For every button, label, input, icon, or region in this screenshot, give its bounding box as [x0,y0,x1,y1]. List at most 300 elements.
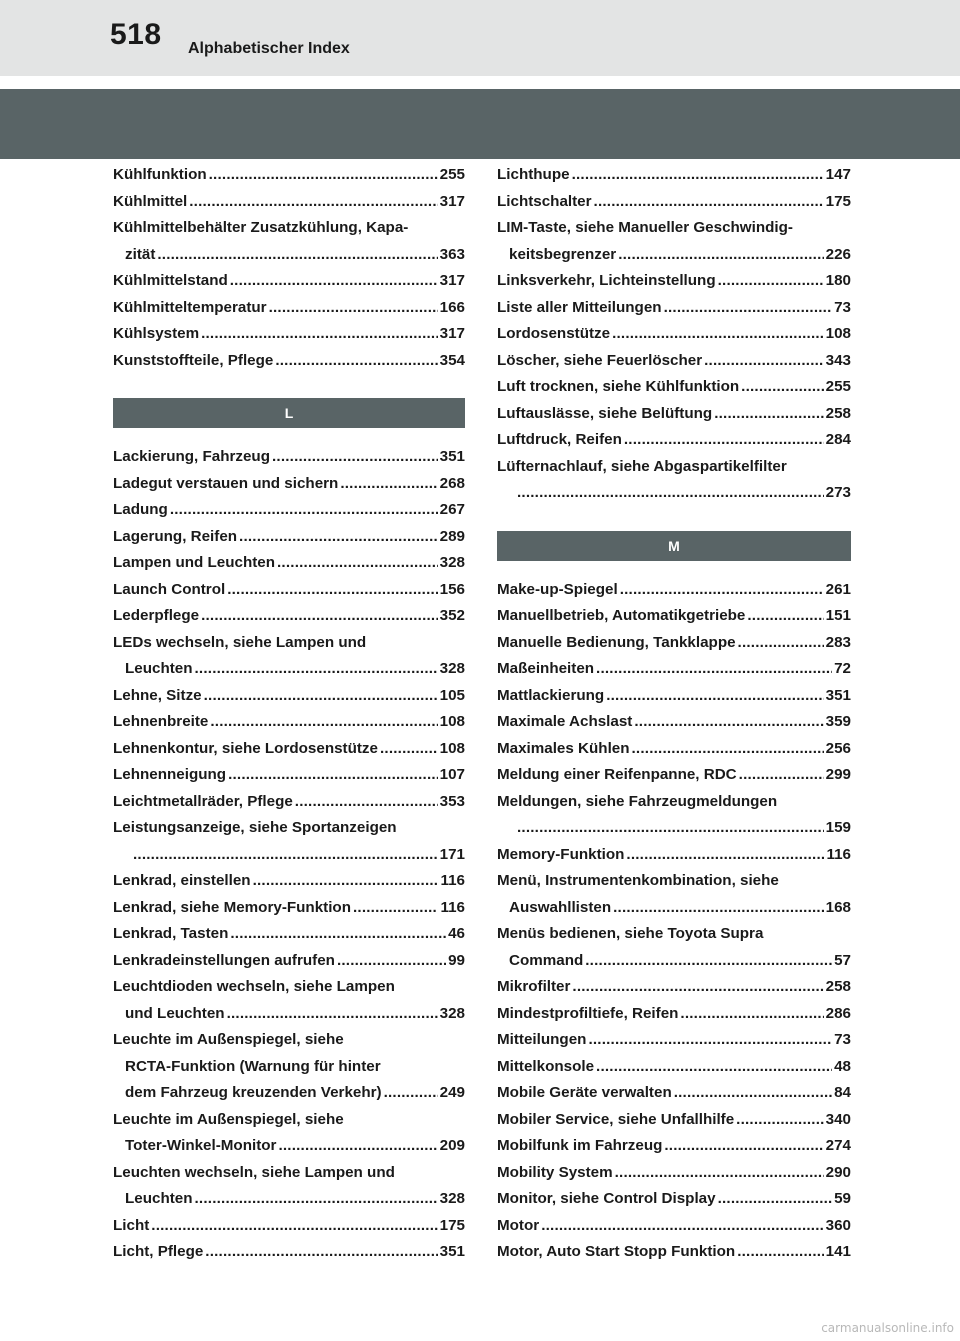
index-entry [113,736,465,763]
index-term: Monitor, siehe Control Display [497,1190,716,1207]
index-entry [497,921,851,974]
leader-dots [272,444,438,471]
index-entry-line [113,1133,465,1160]
index-term: Kühlmittelbehälter Zusatzkühlung, Kapa- [113,219,409,236]
leader-dots [204,683,438,710]
index-entry [113,709,465,736]
index-entry-line [497,427,851,454]
index-entry [497,162,851,189]
index-entry-line [497,1133,851,1160]
leader-dots [230,268,438,295]
index-entry [497,189,851,216]
leader-dots [275,348,437,375]
leader-dots [594,189,824,216]
index-page-ref: 116 [440,898,465,916]
index-entry-line [113,1239,465,1266]
index-term: Mittelkonsole [497,1057,595,1075]
index-page-ref: 299 [825,766,851,783]
page-number: 518 [110,18,162,51]
index-page-ref: 168 [825,898,851,916]
leader-dots [664,295,833,322]
index-term: Motor, Auto Start Stopp Funktion [497,1243,736,1260]
index-entry [497,789,851,842]
index-entry-line [497,842,851,869]
leader-dots [718,268,824,295]
index-term-continuation: Command [509,951,584,969]
index-page-ref: 108 [439,739,465,757]
index-term: Maximale Achslast [497,713,633,730]
index-page-ref: 258 [825,404,851,422]
index-term: Lackierung, Fahrzeug [113,448,270,465]
index-page-ref: 351 [439,1243,465,1260]
leader-dots [704,348,824,375]
index-page-ref: 317 [439,272,465,289]
index-term: Launch Control [113,580,226,598]
index-entry [497,762,851,789]
index-term: Kühlsystem [113,325,200,342]
index-term: Mobilfunk im Fahrzeug [497,1137,663,1154]
index-page-ref: 256 [825,739,851,757]
leader-dots [738,630,824,657]
index-entry [497,577,851,604]
leader-dots [620,577,824,604]
index-entry-line [113,162,465,189]
index-entry-line [497,1054,851,1081]
index-page-ref: 351 [825,686,851,704]
index-page-ref: 289 [439,527,465,545]
index-term: Ladegut verstauen und sichern [113,474,339,492]
index-term: Lenkradeinstellungen aufrufen [113,951,335,969]
index-entry [497,321,851,348]
leader-dots [157,242,437,269]
index-entry [113,444,465,471]
index-page-ref: 99 [448,951,465,969]
index-term: Maßeinheiten [497,660,595,677]
leader-dots [253,868,439,895]
index-term: Lehnenbreite [113,713,209,730]
leader-dots [517,815,824,842]
index-entry [497,1027,851,1054]
index-page-ref: 209 [439,1137,465,1154]
index-entry-line [497,295,851,322]
leader-dots [714,401,823,428]
index-term-continuation: Toter-Winkel-Monitor [125,1137,277,1154]
index-entry-line [497,401,851,428]
index-term: Lampen und Leuchten [113,554,276,571]
leader-dots [615,1160,824,1187]
index-entry-line [113,683,465,710]
index-page-ref: 159 [825,819,851,836]
leader-dots [151,1213,437,1240]
leader-dots [737,1239,823,1266]
index-page-ref: 116 [826,845,851,863]
index-group-l-continued [497,162,851,507]
index-page-ref: 268 [439,474,465,492]
index-entry-line [497,242,851,269]
index-entry [113,471,465,498]
leader-dots [269,295,438,322]
index-page-ref: 328 [439,660,465,677]
index-page-ref: 73 [834,298,851,316]
index-term: Leuchten wechseln, siehe Lampen und [113,1163,395,1181]
index-entry [497,1080,851,1107]
header-band [0,89,960,159]
index-entry-line [497,1107,851,1134]
leader-dots [741,374,824,401]
index-page-ref: 363 [439,245,465,263]
index-term: Licht, Pflege [113,1243,204,1260]
index-entry-line [113,709,465,736]
index-entry-line [113,295,465,322]
leader-dots [626,842,824,869]
index-page-ref: 108 [439,713,465,730]
leader-dots [718,1186,833,1213]
index-entry-line [113,189,465,216]
index-term: Leuchtdioden wechseln, siehe Lampen [113,978,395,995]
index-entry-line [113,1080,465,1107]
index-entry-line [113,603,465,630]
index-term: Löscher, siehe Feuerlöscher [497,351,703,369]
index-entry-line [497,321,851,348]
leader-dots [736,1107,823,1134]
index-entry-line [113,921,465,948]
index-page-ref: 73 [834,1031,851,1048]
leader-dots [747,603,823,630]
index-entry-line [113,497,465,524]
leader-dots [596,656,832,683]
index-page-ref: 317 [439,325,465,342]
leader-dots [606,683,823,710]
index-entry [497,709,851,736]
index-page-ref: 353 [439,792,465,810]
index-entry [113,550,465,577]
index-term: Kühlmitteltemperatur [113,298,267,316]
leader-dots [618,242,823,269]
leader-dots [384,1080,438,1107]
index-page-ref: 360 [825,1216,851,1234]
index-term-continuation: Leuchten [125,660,193,677]
index-entry-line [113,789,465,816]
index-entry-line [497,762,851,789]
index-entry-line [113,895,465,922]
index-term-continuation: und Leuchten [125,1004,225,1022]
leader-dots [572,162,824,189]
index-entry [497,1186,851,1213]
index-page-ref: 147 [825,166,851,183]
index-entry [113,789,465,816]
index-term-continuation: zität [125,245,156,263]
index-term: Lenkrad, siehe Memory-Funktion [113,898,351,916]
index-entry [113,921,465,948]
index-entry-line [113,656,465,683]
index-page-ref: 46 [448,925,465,942]
index-term: Mattlackierung [497,686,605,704]
index-entry [497,1054,851,1081]
index-entry [497,656,851,683]
index-entry-line [113,471,465,498]
leader-dots [612,321,824,348]
leader-dots [295,789,438,816]
watermark: carmanualsonline.info [821,1321,954,1335]
index-term: Leuchte im Außenspiegel, siehe [113,1110,344,1128]
index-entry-line [497,374,851,401]
index-entry [497,215,851,268]
index-term: Lederpflege [113,607,200,624]
index-entry [497,268,851,295]
index-entry-line [113,948,465,975]
index-entry [113,683,465,710]
index-page-ref: 116 [440,872,465,889]
index-term: Linksverkehr, Lichteinstellung [497,272,716,289]
index-entry [497,401,851,428]
index-term: Lehnenkontur, siehe Lordosenstütze [113,739,378,757]
index-page-ref: 317 [439,192,465,210]
index-page-ref: 107 [439,766,465,783]
leader-dots [227,1001,438,1028]
index-entry-line [497,189,851,216]
index-entry-line [497,815,851,842]
leader-dots [189,189,437,216]
leader-dots [585,948,832,975]
index-entry-line [497,1160,851,1187]
index-entry-line [497,603,851,630]
index-page-ref: 284 [825,431,851,448]
index-page-ref: 290 [825,1163,851,1181]
index-entry-line [497,1186,851,1213]
index-page-ref: 328 [439,1004,465,1022]
index-entry-line [497,683,851,710]
index-term: Luftdruck, Reifen [497,431,622,448]
index-term-continuation: Leuchten [125,1190,193,1207]
leader-dots [195,656,438,683]
index-entry-line [113,444,465,471]
index-page-ref: 57 [834,951,851,969]
index-page-ref: 340 [825,1110,851,1128]
index-page-ref: 151 [825,607,851,624]
index-entry [113,524,465,551]
index-entry-line [113,1186,465,1213]
index-entry-line [497,1080,851,1107]
index-term: LIM-Taste, siehe Manueller Geschwindig- [497,219,793,236]
index-entry-line [497,895,851,922]
leader-dots [739,762,824,789]
index-entry-line [497,974,851,1001]
index-entry [497,736,851,763]
index-entry-line [113,1213,465,1240]
index-entry-line [113,321,465,348]
index-entry [497,1213,851,1240]
index-term: Manuelle Bedienung, Tankklappe [497,633,736,651]
index-entry [497,1001,851,1028]
index-entry [113,868,465,895]
index-term: Leuchte im Außenspiegel, siehe [113,1031,344,1048]
index-page-ref: 175 [825,192,851,210]
leader-dots [353,895,439,922]
leader-dots [277,550,438,577]
index-entry-line [113,577,465,604]
index-entry-line [497,1239,851,1266]
index-entry-line [113,762,465,789]
index-page-ref: 351 [439,448,465,465]
leader-dots [201,603,438,630]
leader-dots [572,974,823,1001]
index-term: Lenkrad, Tasten [113,925,229,942]
index-page-ref: 166 [439,298,465,316]
index-page-ref: 141 [825,1243,851,1260]
leader-dots [239,524,438,551]
index-entry [497,427,851,454]
index-page-ref: 352 [439,607,465,624]
section-title: Alphabetischer Index [188,40,350,57]
index-page-ref: 255 [439,166,465,183]
index-term: Menüs bedienen, siehe Toyota Supra [497,925,764,942]
leader-dots [380,736,438,763]
index-page-ref: 328 [439,1190,465,1207]
index-entry [113,630,465,683]
index-term: Mobiler Service, siehe Unfallhilfe [497,1110,735,1128]
index-term: Mobility System [497,1163,613,1181]
index-entry [497,374,851,401]
leader-dots [133,842,438,869]
index-entry [113,321,465,348]
index-term-continuation: keitsbegrenzer [509,245,617,263]
index-page-ref: 171 [439,845,465,863]
index-group-l [113,444,465,1266]
leader-dots [634,709,823,736]
index-entry [113,497,465,524]
index-entry [497,295,851,322]
leader-dots [674,1080,832,1107]
index-entry-line [113,868,465,895]
index-page-ref: 343 [825,351,851,369]
leader-dots [205,1239,437,1266]
leader-dots [596,1054,832,1081]
index-entry-line [113,242,465,269]
index-term: Leichtmetallräder, Pflege [113,792,293,810]
index-entry [113,215,465,268]
index-term-continuation: dem Fahrzeug kreuzenden Verkehr) [125,1084,382,1101]
index-term: Luft trocknen, siehe Kühlfunktion [497,378,740,395]
index-entry [113,1160,465,1213]
index-page-ref: 59 [834,1190,851,1207]
index-term: Lagerung, Reifen [113,527,238,545]
index-entry [497,603,851,630]
index-term: Leistungsanzeige, siehe Sportanzeigen [113,819,397,836]
index-entry [497,1160,851,1187]
index-page-ref: 48 [834,1057,851,1075]
index-page-ref: 354 [439,351,465,369]
index-page-ref: 72 [834,660,851,677]
index-term: Lordosenstütze [497,325,611,342]
index-page-ref: 258 [825,978,851,995]
index-column-right [497,162,851,1266]
index-term: Kühlmittelstand [113,272,228,289]
index-entry-line [113,1001,465,1028]
index-entry [113,348,465,375]
leader-dots [613,895,824,922]
header-bar [0,0,960,76]
index-page-ref: 175 [439,1216,465,1234]
index-entry [113,1107,465,1160]
index-entry-line [113,268,465,295]
index-entry-line [113,524,465,551]
index-entry-line [497,736,851,763]
index-entry-line [113,348,465,375]
index-term: Licht [113,1216,150,1234]
leader-dots [624,427,824,454]
leader-dots [664,1133,823,1160]
index-entry [497,1133,851,1160]
index-page-ref: 328 [439,554,465,571]
index-group-m [497,577,851,1266]
index-entry [497,630,851,657]
leader-dots [170,497,438,524]
leader-dots [278,1133,437,1160]
index-column-left [113,162,465,1266]
index-page-ref: 286 [825,1004,851,1022]
index-term: Meldungen, siehe Fahrzeugmeldungen [497,792,778,810]
index-term: Luftauslässe, siehe Belüftung [497,404,713,422]
index-entry [113,948,465,975]
index-entry-line [497,348,851,375]
index-entry [113,603,465,630]
index-term-continuation: RCTA-Funktion (Warnung für hinter [125,1057,381,1075]
index-page-ref: 84 [834,1084,851,1101]
leader-dots [337,948,446,975]
index-entry-line [497,656,851,683]
index-page-ref: 273 [825,484,851,501]
index-page-ref: 255 [825,378,851,395]
index-page-ref: 226 [825,245,851,263]
index-term: Kühlmittel [113,192,188,210]
index-page-ref: 156 [439,580,465,598]
index-term: Maximales Kühlen [497,739,630,757]
index-entry [497,842,851,869]
leader-dots [228,762,438,789]
index-entry-line [497,630,851,657]
index-entry [497,454,851,507]
index-entry-line [497,948,851,975]
leader-dots [201,321,438,348]
index-term: Lehnenneigung [113,766,227,783]
index-group-k [113,162,465,374]
index-term: Kühlfunktion [113,166,207,183]
leader-dots [210,709,437,736]
index-entry-line [113,550,465,577]
index-term: LEDs wechseln, siehe Lampen und [113,633,367,651]
index-entry [113,162,465,189]
leader-dots [209,162,438,189]
index-page-ref: 274 [825,1137,851,1154]
index-entry-line [497,1001,851,1028]
leader-dots [632,736,824,763]
index-entry-line [497,1027,851,1054]
leader-dots [680,1001,823,1028]
index-entry-line [497,577,851,604]
index-page-ref: 283 [825,633,851,651]
leader-dots [195,1186,438,1213]
index-entry [113,1027,465,1107]
index-page-ref: 267 [439,501,465,518]
index-term: Memory-Funktion [497,845,625,863]
index-entry-line [497,268,851,295]
index-term: Lichtschalter [497,192,592,210]
index-entry [113,815,465,868]
index-entry-line [497,162,851,189]
leader-dots [340,471,437,498]
index-entry [497,683,851,710]
index-page-ref: 108 [825,325,851,342]
